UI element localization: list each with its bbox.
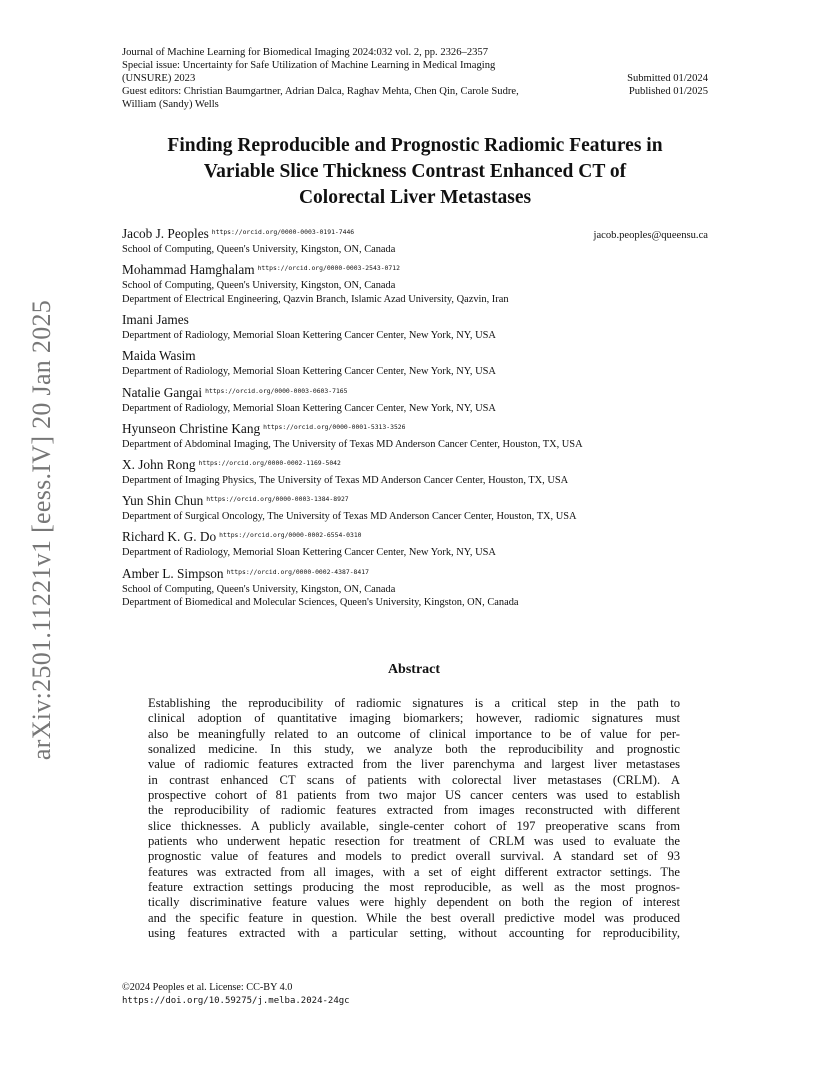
header-guest-editors-line: Guest editors: Christian Baumgartner, Adrian Dalca, Raghav Mehta, Chen Qin, Carole Sudre, (122, 86, 519, 97)
author-block (122, 311, 708, 343)
header-row-editors-end (122, 98, 708, 111)
author-block (122, 456, 708, 488)
abstract-line: prognostic value of features and models to predict overall survival. A standard set of 93 (148, 849, 680, 864)
author-affiliation: Department of Imaging Physics, The University of Texas MD Anderson Cancer Center, Houston, TX, USA (122, 474, 569, 486)
abstract-line: the reproducibility of radiomic features extracted from images reconstructed with different (148, 803, 680, 818)
author-name: Jacob J. Peoples (122, 226, 209, 241)
orcid-link[interactable]: https://orcid.org/0000-0002-4387-8417 (226, 567, 369, 576)
author-affiliation: Department of Electrical Engineering, Qazvin Branch, Islamic Azad University, Qazvin, Iran (122, 293, 509, 305)
author-affiliation: School of Computing, Queen's University, Kingston, ON, Canada (122, 583, 396, 595)
license-notice: ©2024 Peoples et al. License: CC-BY 4.0 (122, 982, 293, 993)
abstract-line: clinical adoption of quantitative imaging biomarkers; however, radiomic signatures must (148, 711, 680, 726)
author-affiliation: Department of Radiology, Memorial Sloan Kettering Cancer Center, New York, NY, USA (122, 330, 496, 342)
orcid-link[interactable]: https://orcid.org/0000-0003-1384-8927 (206, 495, 349, 504)
author-name: X. John Rong (122, 456, 196, 472)
abstract-line: tically discriminative feature values were highly dependent on both the region of interest (148, 895, 680, 910)
author-email[interactable]: jacob.peoples@queensu.ca (593, 230, 708, 241)
abstract-line: and the specific feature in question. While the best overall predictive model was produced (148, 910, 680, 925)
abstract-line: using features extracted with a particular setting, without accounting for reproducibility, (148, 926, 680, 941)
author-affiliation: Department of Surgical Oncology, The University of Texas MD Anderson Cancer Center, Houston, TX, USA (122, 511, 577, 523)
orcid-link[interactable]: https://orcid.org/0000-0001-5313-3526 (263, 422, 406, 431)
author-affiliation: Department of Radiology, Memorial Sloan Kettering Cancer Center, New York, NY, USA (122, 547, 496, 559)
author-affiliation: Department of Abdominal Imaging, The University of Texas MD Anderson Cancer Center, Houston, TX, USA (122, 438, 583, 450)
header-row-submitted (122, 72, 708, 85)
orcid-link[interactable]: https://orcid.org/0000-0003-0603-7165 (205, 386, 348, 395)
orcid-link[interactable]: https://orcid.org/0000-0003-2543-0712 (257, 264, 400, 273)
author-block (122, 384, 708, 416)
abstract-line: in contrast enhanced CT scans of patients with colorectal liver metastases (CRLM). A (148, 772, 680, 787)
orcid-link[interactable]: https://orcid.org/0000-0002-1169-5042 (198, 458, 341, 467)
author-block (122, 528, 708, 560)
abstract-line: patients who underwent hepatic resection for treatment of CRLM was used to evaluate the (148, 834, 680, 849)
author-name: Richard K. G. Do (122, 529, 217, 545)
abstract-line: features was extracted from all images, with a set of eight different extractor settings. The (148, 864, 680, 879)
published-date: Published 01/2025 (628, 86, 708, 97)
header-guest-editors-line-2: William (Sandy) Wells (122, 99, 219, 110)
arxiv-identifier: arXiv:2501.11221v1 [eess.IV] 20 Jan 2025 (27, 299, 56, 761)
author-affiliation: Department of Biomedical and Molecular Sciences, Queen's University, Kingston, ON, Canada (122, 597, 519, 609)
author-block (122, 420, 708, 452)
submitted-date: Submitted 01/2024 (627, 73, 708, 84)
abstract-line: slice thicknesses. A publicly available, single-center cohort of 197 preoperative scans from (148, 818, 680, 833)
orcid-link[interactable]: https://orcid.org/0000-0002-6554-0310 (219, 531, 362, 540)
doi-link[interactable]: https://doi.org/10.59275/j.melba.2024-24gc (122, 995, 350, 1006)
abstract-line: Establishing the reproducibility of radiomic signatures is a critical step in the path to (148, 696, 680, 710)
author-affiliation: School of Computing, Queen's University, Kingston, ON, Canada (122, 244, 396, 255)
title-line: Colorectal Liver Metastases (298, 187, 532, 208)
author-name: Mohammad Hamghalam (122, 262, 255, 278)
author-name: Imani James (122, 312, 189, 328)
author-block (122, 565, 708, 610)
orcid-link[interactable]: https://orcid.org/0000-0003-0191-7446 (211, 228, 355, 236)
abstract-line: value of radiomic features extracted from the liver parenchyma and largest liver metastases (148, 757, 680, 772)
header-special-issue-line: Special issue: Uncertainty for Safe Utilization of Machine Learning in Medical Imaging (122, 60, 496, 71)
abstract-body (148, 696, 680, 942)
paper-title (110, 133, 720, 211)
abstract-heading: Abstract (387, 662, 441, 677)
author-name: Hyunseon Christine Kang (122, 420, 261, 436)
author-block (122, 261, 708, 306)
author-name: Natalie Gangai (122, 384, 203, 400)
abstract-line: prospective cohort of 81 patients from two major US cancer centers was used to establish (148, 788, 680, 803)
author-name: Maida Wasim (122, 348, 196, 364)
title-line: Finding Reproducible and Prognostic Radiomic Features in (167, 135, 663, 156)
page-footer (122, 981, 350, 1008)
author-block (122, 347, 708, 379)
author-affiliation: Department of Radiology, Memorial Sloan Kettering Cancer Center, New York, NY, USA (122, 402, 496, 414)
author-affiliation: School of Computing, Queen's University, Kingston, ON, Canada (122, 280, 396, 292)
author-list (122, 225, 708, 614)
title-line: Variable Slice Thickness Contrast Enhanced CT of (203, 161, 627, 182)
abstract-line: also be meaningfully related to an outcome of clinical importance to be of value for per- (148, 726, 680, 741)
author-name: Yun Shin Chun (122, 493, 204, 509)
header-journal-line: Journal of Machine Learning for Biomedical Imaging 2024:032 vol. 2, pp. 2326–2357 (122, 47, 489, 58)
journal-header (122, 46, 708, 72)
author-affiliation: Department of Radiology, Memorial Sloan Kettering Cancer Center, New York, NY, USA (122, 366, 496, 378)
header-row-published (122, 85, 708, 98)
header-unsure-line: (UNSURE) 2023 (122, 73, 196, 84)
author-name: Amber L. Simpson (122, 565, 224, 581)
abstract-line: sonalized medicine. In this study, we analyze both the reproducibility and prognostic (148, 742, 680, 757)
author-block (122, 492, 708, 524)
abstract-line: feature extraction settings producing the most reproducible, as well as the most prognos- (148, 880, 680, 895)
